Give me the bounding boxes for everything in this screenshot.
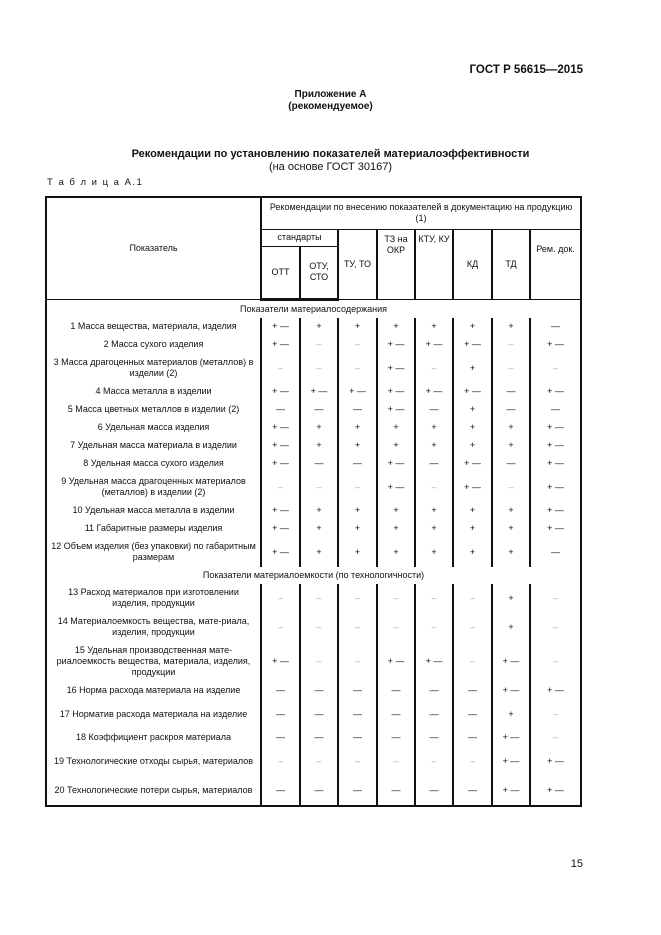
recommendation-cell: — <box>300 455 338 473</box>
recommendation-cell: + — <box>530 473 581 502</box>
recommendation-cell: — <box>453 776 492 806</box>
recommendation-cell: — <box>415 682 453 700</box>
recommendation-cell: + — <box>261 520 300 538</box>
indicator-name: 5 Масса цветных металлов в изделии (2) <box>46 401 261 419</box>
header-group: Рекомендации по внесению показателей в документацию на продукцию (1) <box>261 197 581 229</box>
recommendation-cell: – <box>415 473 453 502</box>
recommendation-cell: – <box>377 613 415 642</box>
recommendation-cell: + <box>300 318 338 336</box>
recommendation-cell: – <box>453 584 492 613</box>
recommendation-cell: + <box>492 437 530 455</box>
indicator-name: 20 Технологические потери сырья, материалов <box>46 776 261 806</box>
header-col: Рем. док. <box>530 229 581 299</box>
recommendation-cell: + <box>415 538 453 567</box>
recommendation-cell: + <box>415 318 453 336</box>
recommendation-cell: + — <box>530 776 581 806</box>
annex-status: (рекомендуемое) <box>288 101 373 112</box>
indicator-name: 10 Удельная масса металла в изделии <box>46 502 261 520</box>
recommendation-cell: + — <box>261 336 300 354</box>
recommendation-cell: + <box>492 502 530 520</box>
table-body <box>46 299 581 806</box>
recommendation-cell: + <box>453 502 492 520</box>
page-number: 15 <box>570 858 583 870</box>
table-row <box>46 613 581 642</box>
header-col: КД <box>453 229 492 299</box>
recommendation-cell: + — <box>415 642 453 682</box>
recommendation-cell: – <box>530 613 581 642</box>
recommendation-cell: + <box>300 538 338 567</box>
recommendation-cell: + — <box>377 354 415 383</box>
recommendation-cell: – <box>453 613 492 642</box>
recommendation-cell: + — <box>530 336 581 354</box>
recommendation-cell: – <box>453 747 492 776</box>
header-col: КТУ, КУ <box>415 229 453 299</box>
recommendation-cell: + <box>453 354 492 383</box>
table-row <box>46 520 581 538</box>
recommendation-cell: – <box>530 354 581 383</box>
recommendation-cell: + — <box>261 538 300 567</box>
recommendation-cell: — <box>377 776 415 806</box>
indicator-name: 3 Масса драгоценных материалов (металлов) в изделии (2) <box>46 354 261 383</box>
header-standards: стандарты <box>261 229 338 246</box>
recommendation-cell: — <box>453 729 492 747</box>
recommendation-cell: – <box>300 584 338 613</box>
indicator-name: 19 Технологические отходы сырья, материалов <box>46 747 261 776</box>
recommendation-cell: – <box>261 747 300 776</box>
recommendation-cell: — <box>300 401 338 419</box>
header-col: ТЗ на ОКР <box>377 229 415 299</box>
recommendation-cell: + — <box>377 642 415 682</box>
table-row <box>46 455 581 473</box>
recommendation-cell: + — <box>492 729 530 747</box>
header-indicator: Показатель <box>46 197 261 299</box>
recommendation-cell: — <box>261 776 300 806</box>
section-title: Показатели материалосодержания <box>46 299 581 318</box>
recommendation-cell: – <box>338 613 377 642</box>
table-row <box>46 538 581 567</box>
recommendation-cell: — <box>492 401 530 419</box>
recommendation-cell: + <box>377 419 415 437</box>
recommendation-cell: – <box>530 729 581 747</box>
recommendation-cell: – <box>300 642 338 682</box>
recommendation-cell: – <box>261 584 300 613</box>
recommendation-cell: — <box>261 729 300 747</box>
header-col: ОТУ, СТО <box>300 246 338 299</box>
recommendation-cell: + <box>338 538 377 567</box>
recommendation-cell: – <box>261 354 300 383</box>
table-row <box>46 401 581 419</box>
table-row <box>46 642 581 682</box>
table-row <box>46 336 581 354</box>
recommendation-cell: + <box>377 318 415 336</box>
table-label: Т а б л и ц а А.1 <box>47 177 144 188</box>
recommendation-cell: + — <box>530 682 581 700</box>
table-row <box>46 318 581 336</box>
table-row <box>46 682 581 700</box>
recommendation-cell: — <box>338 700 377 729</box>
indicator-name: 7 Удельная масса материала в изделии <box>46 437 261 455</box>
indicator-name: 15 Удельная производственная мате-риалоемкость вещества, материала, изделия, продукции <box>46 642 261 682</box>
recommendation-cell: + <box>300 437 338 455</box>
recommendation-cell: – <box>492 336 530 354</box>
recommendation-cell: + — <box>377 473 415 502</box>
recommendation-cell: + — <box>377 336 415 354</box>
table-row <box>46 584 581 613</box>
recommendation-cell: + — <box>453 455 492 473</box>
recommendation-cell: + <box>492 584 530 613</box>
recommendation-cell: + <box>338 419 377 437</box>
recommendation-cell: + — <box>492 747 530 776</box>
recommendation-cell: + — <box>377 401 415 419</box>
title-sub: (на основе ГОСТ 30167) <box>268 161 393 173</box>
recommendation-cell: + — <box>453 473 492 502</box>
recommendation-cell: — <box>415 776 453 806</box>
recommendation-cell: — <box>453 700 492 729</box>
indicator-name: 12 Объем изделия (без упаковки) по габаритным размерам <box>46 538 261 567</box>
section-row <box>46 299 581 318</box>
recommendation-cell: – <box>338 473 377 502</box>
recommendation-cell: — <box>338 776 377 806</box>
recommendation-cell: – <box>300 747 338 776</box>
recommendation-cell: + <box>415 502 453 520</box>
recommendation-cell: + — <box>530 419 581 437</box>
indicator-name: 11 Габаритные размеры изделия <box>46 520 261 538</box>
recommendation-cell: – <box>300 336 338 354</box>
recommendation-cell: – <box>377 584 415 613</box>
recommendation-cell: + <box>492 419 530 437</box>
recommendation-cell: – <box>338 354 377 383</box>
recommendation-cell: + — <box>530 455 581 473</box>
recommendation-cell: – <box>261 613 300 642</box>
indicator-name: 16 Норма расхода материала на изделие <box>46 682 261 700</box>
recommendation-cell: – <box>300 354 338 383</box>
recommendation-cell: + — <box>530 437 581 455</box>
recommendation-cell: + <box>492 318 530 336</box>
indicator-name: 17 Норматив расхода материала на изделие <box>46 700 261 729</box>
recommendation-cell: – <box>530 642 581 682</box>
recommendation-cell: + — <box>300 383 338 401</box>
recommendation-cell: — <box>415 455 453 473</box>
recommendation-cell: + <box>338 502 377 520</box>
title-main: Рекомендации по установлению показателей материалоэффективности <box>131 148 530 160</box>
recommendation-cell: – <box>415 747 453 776</box>
recommendation-cell: + — <box>415 336 453 354</box>
annex-title: Приложение А <box>294 89 367 100</box>
recommendation-cell: + — <box>453 383 492 401</box>
header-col: ТУ, ТО <box>338 229 377 299</box>
table-row <box>46 437 581 455</box>
indicator-name: 14 Материалоемкость вещества, мате-риала, изделия, продукции <box>46 613 261 642</box>
recommendation-cell: – <box>261 473 300 502</box>
recommendation-cell: + — <box>530 383 581 401</box>
recommendation-cell: + <box>377 437 415 455</box>
recommendation-cell: – <box>492 473 530 502</box>
recommendation-cell: + — <box>492 776 530 806</box>
recommendation-cell: + — <box>377 383 415 401</box>
recommendation-cell: + <box>338 520 377 538</box>
indicator-name: 6 Удельная масса изделия <box>46 419 261 437</box>
recommendation-cell: + <box>338 437 377 455</box>
indicator-name: 4 Масса металла в изделии <box>46 383 261 401</box>
recommendation-cell: + <box>453 401 492 419</box>
standard-number: ГОСТ Р 56615—2015 <box>469 64 583 76</box>
recommendation-cell: – <box>338 584 377 613</box>
table-row <box>46 700 581 729</box>
table-row <box>46 419 581 437</box>
recommendation-cell: + <box>453 538 492 567</box>
recommendation-cell: + <box>377 538 415 567</box>
recommendation-cell: – <box>338 336 377 354</box>
table-row <box>46 747 581 776</box>
recommendation-cell: + — <box>261 502 300 520</box>
recommendation-cell: – <box>338 747 377 776</box>
recommendation-cell: + <box>338 318 377 336</box>
indicator-name: 18 Коэффициент раскроя материала <box>46 729 261 747</box>
recommendation-cell: + — <box>530 747 581 776</box>
recommendation-cell: — <box>338 401 377 419</box>
recommendation-cell: — <box>492 383 530 401</box>
recommendation-cell: — <box>492 455 530 473</box>
recommendation-cell: + — <box>261 419 300 437</box>
recommendation-cell: + <box>415 419 453 437</box>
table-row <box>46 729 581 747</box>
table-row <box>46 383 581 401</box>
recommendation-cell: — <box>377 682 415 700</box>
recommendation-cell: + — <box>453 336 492 354</box>
recommendation-cell: — <box>530 538 581 567</box>
recommendation-cell: — <box>338 682 377 700</box>
recommendation-cell: — <box>415 401 453 419</box>
section-title: Показатели материалоемкости (по технологичности) <box>46 567 581 584</box>
recommendation-cell: + <box>453 318 492 336</box>
recommendation-cell: + <box>300 520 338 538</box>
recommendation-cell: — <box>453 682 492 700</box>
recommendation-cell: – <box>300 473 338 502</box>
recommendation-cell: + <box>300 502 338 520</box>
indicator-name: 2 Масса сухого изделия <box>46 336 261 354</box>
recommendation-cell: + — <box>377 455 415 473</box>
header-col: ОТТ <box>261 246 300 299</box>
recommendation-cell: + <box>415 520 453 538</box>
recommendation-cell: – <box>415 584 453 613</box>
recommendation-cell: — <box>300 776 338 806</box>
recommendation-cell: + <box>415 437 453 455</box>
recommendation-cell: + — <box>261 318 300 336</box>
recommendation-cell: + — <box>530 520 581 538</box>
recommendation-cell: + <box>453 520 492 538</box>
recommendation-cell: + <box>377 520 415 538</box>
indicator-name: 9 Удельная масса драгоценных материалов (металлов) в изделии (2) <box>46 473 261 502</box>
recommendation-cell: – <box>415 613 453 642</box>
table-row <box>46 354 581 383</box>
recommendation-cell: + — <box>261 642 300 682</box>
recommendation-cell: + — <box>492 642 530 682</box>
recommendation-cell: + — <box>261 383 300 401</box>
recommendation-cell: — <box>377 700 415 729</box>
recommendation-cell: — <box>530 401 581 419</box>
recommendations-table <box>45 196 582 807</box>
recommendation-cell: – <box>492 354 530 383</box>
recommendation-cell: + — <box>415 383 453 401</box>
recommendation-cell: + <box>492 613 530 642</box>
header-col: ТД <box>492 229 530 299</box>
recommendation-cell: + — <box>261 437 300 455</box>
recommendation-cell: – <box>338 642 377 682</box>
annex-heading <box>0 89 661 113</box>
indicator-name: 1 Масса вещества, материала, изделия <box>46 318 261 336</box>
recommendation-cell: + <box>492 700 530 729</box>
recommendation-cell: – <box>530 584 581 613</box>
recommendation-cell: + <box>492 520 530 538</box>
recommendation-cell: – <box>415 354 453 383</box>
recommendation-cell: + — <box>261 455 300 473</box>
recommendation-cell: — <box>300 700 338 729</box>
recommendation-cell: – <box>377 747 415 776</box>
recommendation-cell: + <box>453 437 492 455</box>
recommendation-cell: + <box>300 419 338 437</box>
recommendation-cell: – <box>530 700 581 729</box>
recommendation-cell: + <box>492 538 530 567</box>
document-title <box>0 148 661 174</box>
recommendation-cell: + <box>453 419 492 437</box>
table-row <box>46 473 581 502</box>
recommendation-cell: — <box>261 401 300 419</box>
recommendation-cell: — <box>261 700 300 729</box>
recommendation-cell: — <box>300 729 338 747</box>
indicator-name: 13 Расход материалов при изготовлении изделия, продукции <box>46 584 261 613</box>
recommendation-cell: — <box>415 729 453 747</box>
table-row <box>46 502 581 520</box>
recommendation-cell: — <box>338 729 377 747</box>
recommendation-cell: — <box>377 729 415 747</box>
indicator-name: 8 Удельная масса сухого изделия <box>46 455 261 473</box>
recommendation-cell: — <box>530 318 581 336</box>
recommendation-cell: + — <box>338 383 377 401</box>
recommendation-cell: – <box>453 642 492 682</box>
recommendation-cell: + <box>377 502 415 520</box>
recommendation-cell: — <box>338 455 377 473</box>
recommendation-cell: – <box>300 613 338 642</box>
recommendation-cell: + — <box>530 502 581 520</box>
recommendation-cell: + — <box>492 682 530 700</box>
recommendation-cell: — <box>300 682 338 700</box>
section-row <box>46 567 581 584</box>
recommendation-cell: — <box>261 682 300 700</box>
recommendation-cell: — <box>415 700 453 729</box>
table-row <box>46 776 581 806</box>
